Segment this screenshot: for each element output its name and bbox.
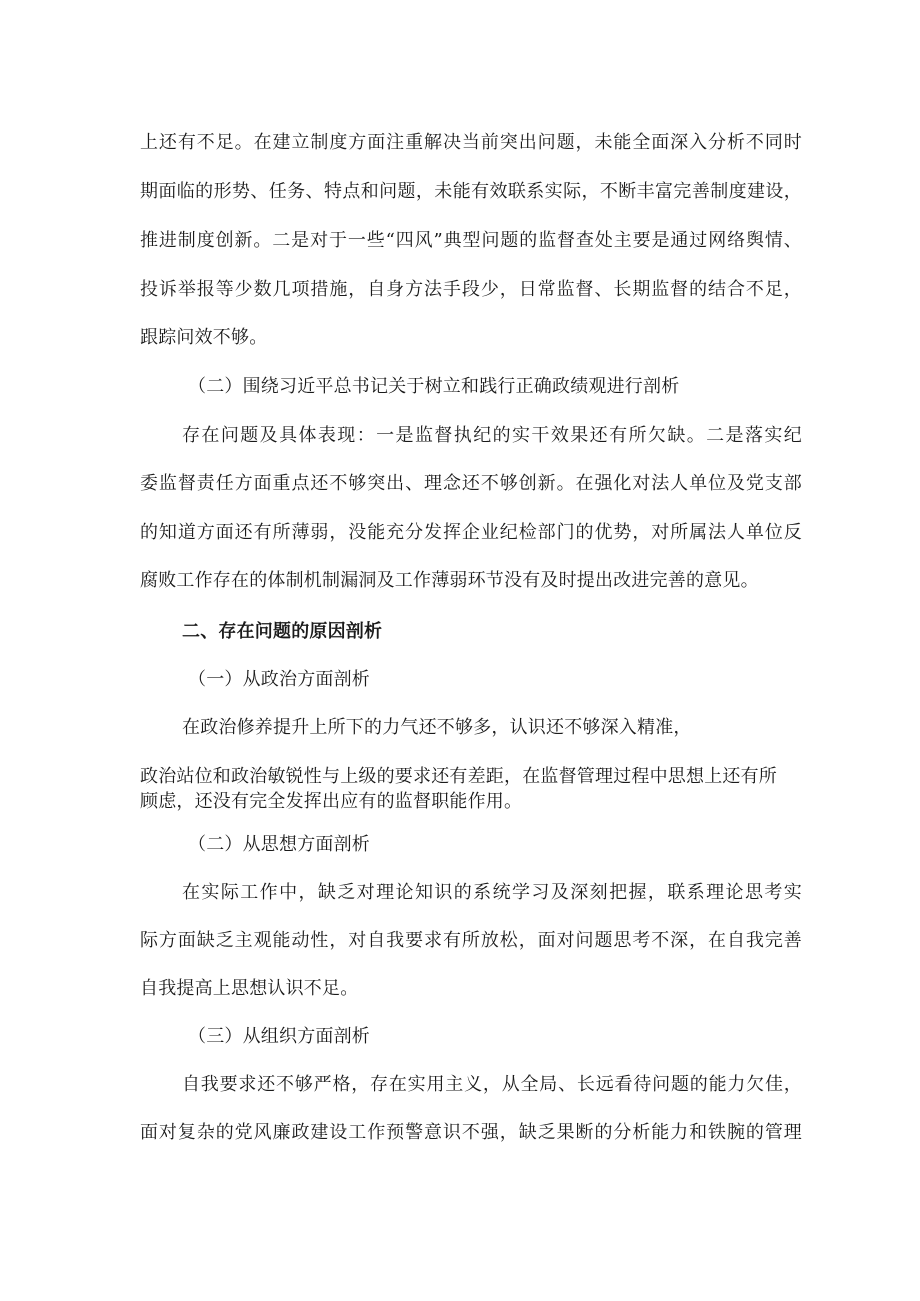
paragraph-line: 的知道方面还有所薄弱，没能充分发挥企业纪检部门的优势，对所属法人单位反	[140, 522, 802, 543]
paragraph-line: 在实际工作中，缺乏对理论知识的系统学习及深刻把握，联系理论思考实	[182, 882, 802, 903]
subsection-heading: （二）从思想方面剖析	[188, 834, 370, 855]
paragraph-line: 存在问题及具体表现：一是监督执纪的实干效果还有所欠缺。二是落实纪	[182, 425, 802, 446]
paragraph-line: 委监督责任方面重点还不够突出、理念还不够创新。在强化对法人单位及党支部	[140, 473, 802, 494]
subsection-heading: （二）围绕习近平总书记关于树立和践行正确政绩观进行剖析	[188, 376, 680, 397]
subsection-heading: （一）从政治方面剖析	[188, 669, 370, 690]
paragraph-line: 面对复杂的党风廉政建设工作预警意识不强，缺乏果断的分析能力和铁腕的管理	[140, 1122, 802, 1143]
paragraph-line: 腐败工作存在的体制机制漏洞及工作薄弱环节没有及时提出改进完善的意见。	[140, 570, 759, 591]
paragraph-line: 政治站位和政治敏锐性与上级的要求还有差距，在监督管理过程中思想上还有所	[140, 766, 777, 787]
paragraph-line: 推进制度创新。二是对于一些“四风”典型问题的监督查处主要是通过网络舆情、	[140, 230, 802, 251]
paragraph-line: 自我要求还不够严格，存在实用主义，从全局、长远看待问题的能力欠佳，	[182, 1074, 802, 1095]
subsection-heading: （三）从组织方面剖析	[188, 1026, 370, 1047]
paragraph-line: 期面临的形势、任务、特点和问题，未能有效联系实际，不断丰富完善制度建设，	[140, 181, 802, 202]
paragraph-line: 跟踪问效不够。	[140, 327, 268, 348]
section-heading: 二、存在问题的原因剖析	[182, 621, 383, 642]
paragraph-line: 在政治修养提升上所下的力气还不够多，认识还不够深入精准，	[182, 717, 692, 738]
paragraph-line: 际方面缺乏主观能动性，对自我要求有所放松，面对问题思考不深，在自我完善	[140, 930, 802, 951]
paragraph-line: 自我提高上思想认识不足。	[140, 978, 359, 999]
paragraph-line: 上还有不足。在建立制度方面注重解决当前突出问题，未能全面深入分析不同时	[140, 132, 802, 153]
paragraph-line: 顾虑，还没有完全发挥出应有的监督职能作用。	[140, 791, 523, 812]
paragraph-line: 投诉举报等少数几项措施，自身方法手段少，日常监督、长期监督的结合不足，	[140, 279, 802, 300]
